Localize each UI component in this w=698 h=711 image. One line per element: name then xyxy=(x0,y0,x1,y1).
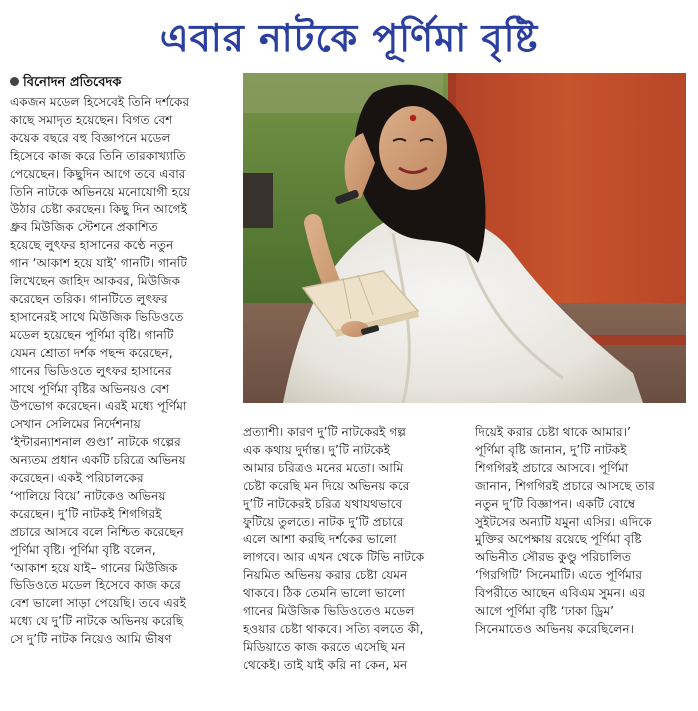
article-line: গান ‘আকাশ হয়ে যাই’ গানটি। গানটি xyxy=(10,256,187,271)
article-line: দিয়েই করার চেষ্টা থাকে আমার।’ xyxy=(475,425,631,439)
article-line: সাথে পূর্ণিমা বৃষ্টির অভিনয়ও বেশ xyxy=(10,381,170,396)
article-line: সেখান সেলিমের নির্দেশনায় xyxy=(10,417,141,432)
article-line: নিয়মিত অভিনয় করার চেষ্টা যেমন xyxy=(243,568,408,583)
article-line: অন্যতম প্রধান একটি চরিত্রে অভিনয় xyxy=(10,453,186,468)
article-line: সুইটসের অন্যটি যমুনা এসির। এদিকে xyxy=(475,514,652,529)
article-line: মডেল হয়েছেন পূর্ণিমা বৃষ্টি। গানটি xyxy=(10,327,174,342)
article-line: অভিনীত সৌরভ কুণ্ডু পরিচালিত xyxy=(475,550,632,565)
article-line: একজন মডেল হিসেবেই তিনি দর্শকের xyxy=(10,95,190,109)
article-line: বিপরীতে আছেন এবিএম সুমন। এর xyxy=(475,586,646,601)
article-line: হওয়ার চেষ্টা থাকবে। সত্যি বলতে কী, xyxy=(243,621,424,636)
article-line: সিনেমাতেও অভিনয় করেছিলেন। xyxy=(475,621,634,636)
article-line: প্রচারে আসবে বলে নিশ্চিত করেছেন xyxy=(10,524,184,539)
article-line: প্রত্যাশী। কারণ দু’টি নাটকেরই গল্প xyxy=(243,425,407,439)
article-column-3 xyxy=(475,424,688,699)
byline-text: বিনোদন প্রতিবেদক xyxy=(23,75,122,90)
article-line: করেছেন। একই পরিচালকের xyxy=(10,471,144,486)
article-line: পূর্ণিমা বৃষ্টি। পূর্ণিমা বৃষ্টি বলেন, xyxy=(10,542,156,557)
headline: এবার নাটকে পূর্ণিমা বৃষ্টি xyxy=(159,16,539,60)
article-line: সে দু’টি নাটক নিয়েও আমি ভীষণ xyxy=(10,632,172,647)
article-line: ‘ইন্টারন্যাশনাল গুণ্ডা’ নাটকে গল্পের xyxy=(10,435,181,450)
article-line: ফুটিয়ে তুলতে। নাটক দু’টি প্রচারে xyxy=(243,514,404,529)
article-line: মিডিয়াতে কাজ করতে এসেছি মন xyxy=(243,639,406,654)
article-line: মধ্যে যে দু’টি নাটকে অভিনয় করেছি xyxy=(10,614,184,629)
article-line: উপভোগ করেছেন। এরই মধ্যে পূর্ণিমা xyxy=(10,399,187,414)
article-line: ভিডিওতে মডেল হিসেবে কাজ করে xyxy=(10,578,181,593)
article-column-2 xyxy=(243,424,465,699)
article-line: করেছেন। দু’টি নাটকই শিগগিরই xyxy=(10,506,162,521)
article-line: থেকেই। তাই যাই করি না কেন, মন xyxy=(243,657,408,672)
article-line: ‘পালিয়ে বিয়ে’ নাটকেও অভিনয় xyxy=(10,488,166,503)
article-line: লিখেছেন জাহিদ আকবর, মিউজিক xyxy=(10,274,181,289)
article-line: থাকবে। ঠিক তেমনি ভালো ভালো xyxy=(243,586,405,601)
article-line: গানের মিউজিক ভিডিওতেও মডেল xyxy=(243,604,415,619)
article-line: করেছেন তরিক। গানটিতে লুৎফর xyxy=(10,291,168,306)
article-line: মুক্তির অপেক্ষায় রয়েছে পূর্ণিমা বৃষ্টি xyxy=(475,532,642,547)
article-line: গানের ভিডিওতে লুৎফর হাসানের xyxy=(10,363,172,378)
article-line: হাসানেরই সাথে মিউজিক ভিডিওতে xyxy=(10,309,184,324)
article-line: কাছে সমাদৃত হয়েছেন। বিগত বেশ xyxy=(10,112,173,127)
article-line: নতুন দু’টি বিজ্ঞাপন। একটি বোম্বে xyxy=(475,496,636,511)
article-line: চেষ্টা করেছি মন দিয়ে অভিনয় করে xyxy=(243,478,410,493)
article-line: হিসেবে কাজ করে তিনি তারকাখ্যাতি xyxy=(10,148,186,163)
article-line: তিনি নাটকে অভিনয়ে মনোযোগী হয়ে xyxy=(10,184,191,199)
article-photo xyxy=(243,73,686,403)
article-line: যেমন শ্রোতা দর্শক পছন্দ করেছেন, xyxy=(10,345,173,360)
bullet-icon xyxy=(10,77,19,86)
article-line: লাগবে। আর এখন থেকে টিভি নাটকে xyxy=(243,550,425,565)
article-line: কয়েক বছরে বহু বিজ্ঞাপনে মডেল xyxy=(10,130,171,145)
article-column-1 xyxy=(10,94,238,699)
article-line: বেশ ভালো সাড়া পেয়েছি। তবে এরই xyxy=(10,596,186,611)
article-line: পেয়েছেন। কিছুদিন আগে তবে এবার xyxy=(10,166,186,181)
byline xyxy=(10,74,238,92)
article-line: ‘আকাশ হয়ে যাই– গানের মিউজিক xyxy=(10,560,178,575)
article-line: ‘গিরগিটি’ সিনেমাটি। এতে পূর্ণিমার xyxy=(475,568,643,583)
article-line: উঠার চেষ্টা করছেন। কিছু দিন আগেই xyxy=(10,202,188,217)
article-line: এলে আশা করছি দর্শকের ভালো xyxy=(243,532,397,547)
article-line: ধ্রুব মিউজিক স্টেশনে প্রকাশিত xyxy=(10,220,158,235)
article-line: আগে পূর্ণিমা বৃষ্টি ‘ঢাকা ড্রিম’ xyxy=(475,604,615,619)
article-line: জানান, শিগগিরই প্রচারে আসছে তার xyxy=(475,478,655,493)
article-line: আমার চরিত্রও মনের মতো। আমি xyxy=(243,460,404,475)
article-line: দু’টি নাটকেরই চরিত্র যথাযথভাবে xyxy=(243,496,403,511)
article-line: পূর্ণিমা বৃষ্টি জানান, দু’টি নাটকই xyxy=(475,442,627,457)
article-line: এক কথায় দুর্দান্ত। দু’টি নাটকেই xyxy=(243,442,391,457)
article-line: শিগগিরই প্রচারে আসবে। পূর্ণিমা xyxy=(475,460,629,475)
article-line: হয়েছে লুৎফর হাসানের কণ্ঠে নতুন xyxy=(10,238,174,253)
